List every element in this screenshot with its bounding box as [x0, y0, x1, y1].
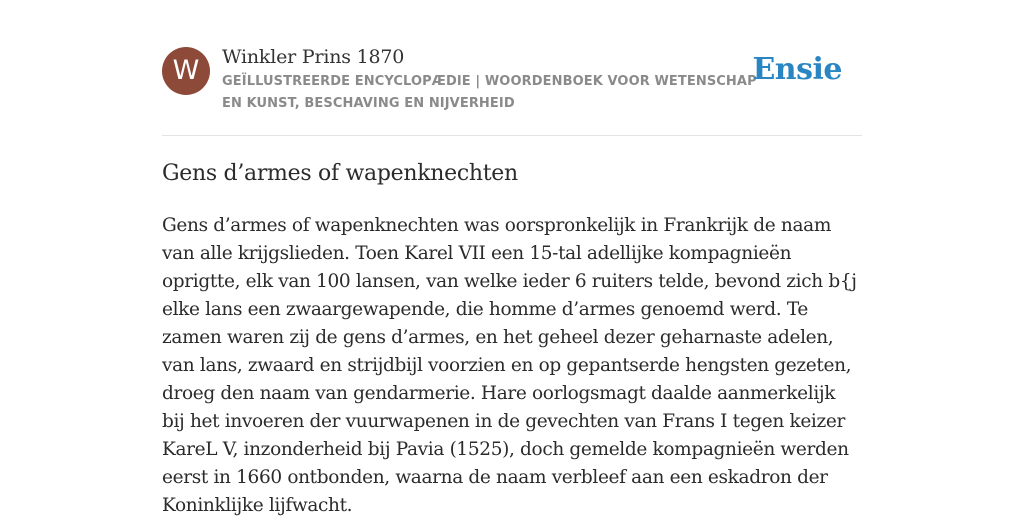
- page: [162, 0, 862, 516]
- source-avatar[interactable]: W: [162, 47, 210, 95]
- source-subtitle: GEÏLLUSTREERDE ENCYCLOPÆDIE | WOORDENBOEK VOOR WETENSCHAP EN KUNST, BESCHAVING EN NIJVERHEID: [222, 74, 757, 111]
- source-header: [162, 44, 862, 120]
- article-title: Gens d’armes of wapenknechten: [162, 161, 518, 186]
- article-body: Gens d’armes of wapenknechten was oorspronkelijk in Frankrijk de naam van alle krijgslieden. Toen Karel VII een 15-tal adellijke kompagnieën oprigtte, elk van 100 lansen, van welke ieder 6 ruiters telde, bevond zich b{j elke lans een zwaargewapende, die homme d’armes genoemd werd. Te zamen waren zij de gens d’armes, en het geheel dezer geharnaste adelen, van lans, zwaard en strijdbijl voorzien en op gepantserde hengsten gezeten, droeg den naam van gendarmerie. Hare oorlogsmagt daalde aanmerkelijk bij het invoeren der vuurwapenen in de gevechten van Frans I tegen keizer KareL V, inzonderheid bij Pavia (1525), doch gemelde kompagnieën werden eerst in 1660 ontbonden, waarna de naam verbleef aan een eskadron der Koninklijke lijfwacht.: [162, 215, 857, 516]
- source-title[interactable]: Winkler Prins 1870: [222, 46, 405, 68]
- header-divider: [162, 135, 862, 136]
- ensie-logo[interactable]: Ensie: [752, 52, 842, 87]
- source-info: [222, 44, 762, 115]
